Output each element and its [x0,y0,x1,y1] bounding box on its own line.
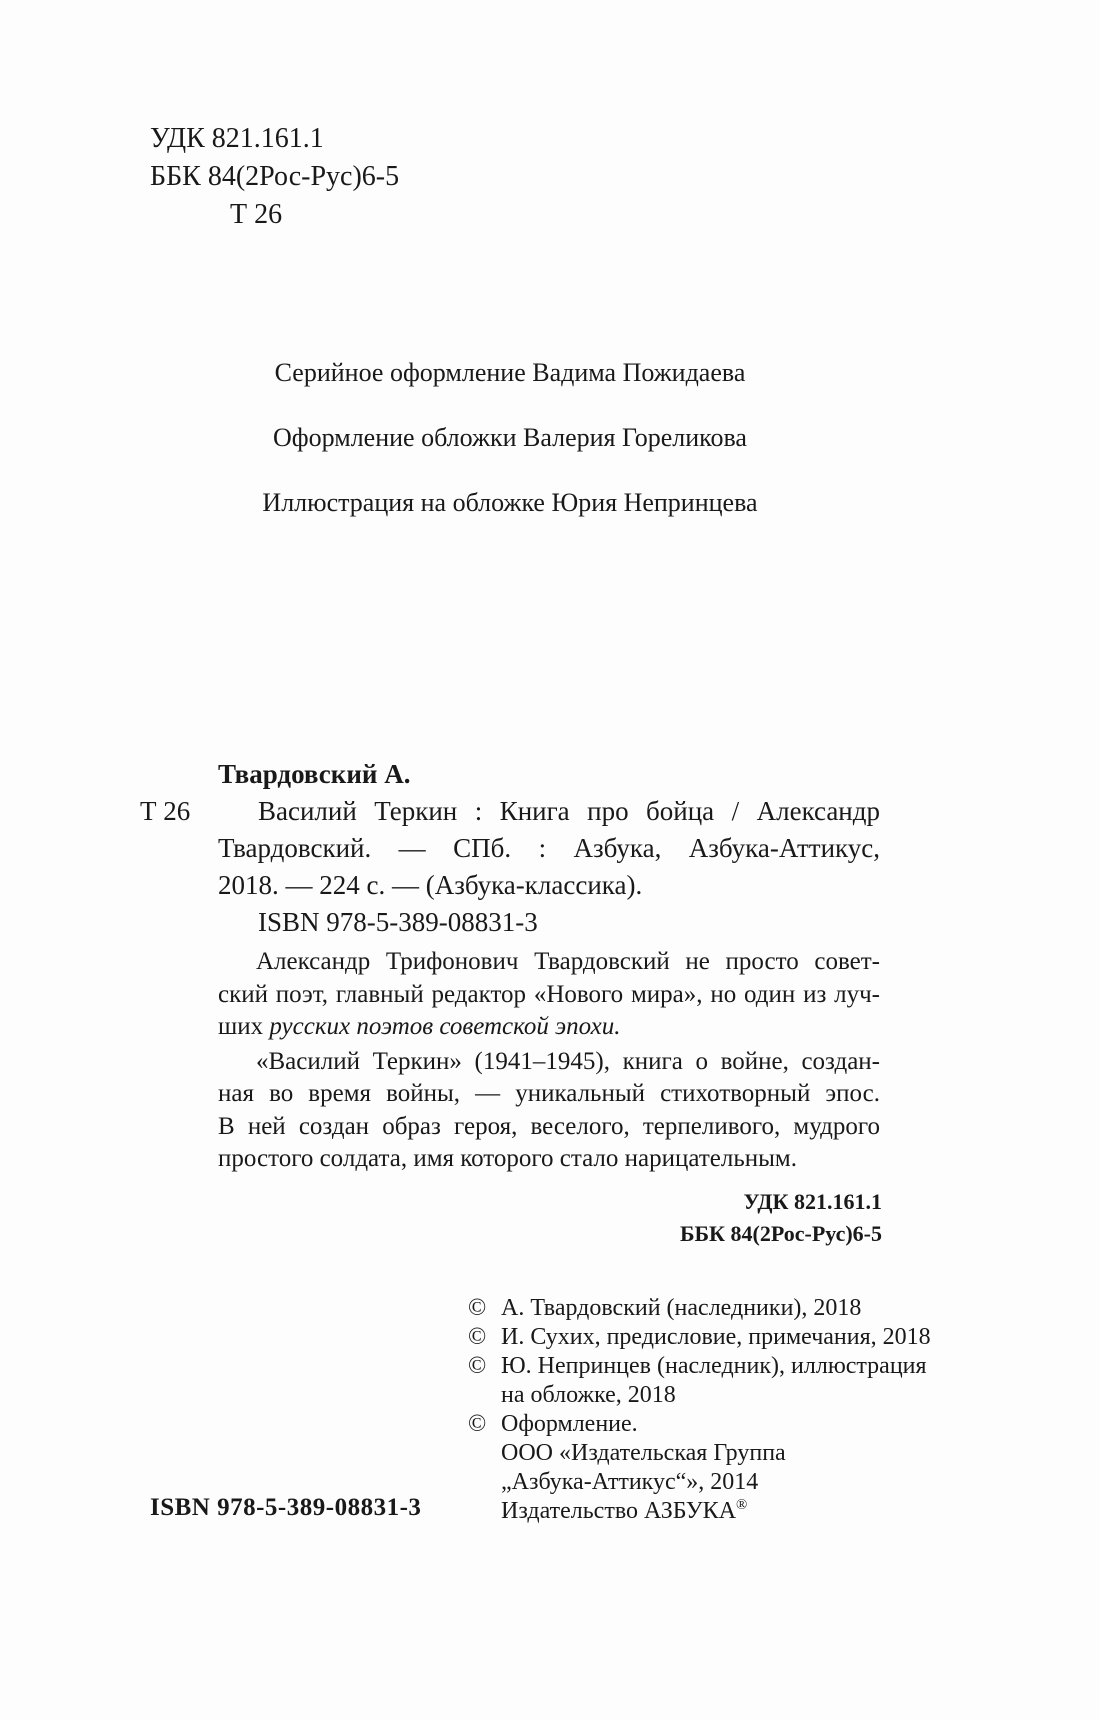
design-credits [140,358,880,553]
series-design-credit: Серийное оформление Вадима Пожидаева [274,358,746,387]
catalog-author: Твардовский А. [218,759,411,789]
copyright-icon [468,1439,501,1468]
udk-code-small: УДК 821.161.1 [743,1189,882,1214]
catalog-title-line: Василий Теркин : Книга про бойца / Александр [258,796,880,826]
copyright-block [468,1294,931,1526]
catalog-isbn: ISBN 978-5-389-08831-3 [258,907,538,937]
catalog-index: Т 26 [140,796,191,826]
annotation-line: ная во время войны, — уникальный стихотворный эпос. [218,1080,880,1107]
copyright-icon: © [468,1411,487,1437]
copyright-icon [468,1497,501,1526]
annotation-line: Александр Трифонович Твардовский не просто совет- [256,948,880,975]
author-sign-index: Т 26 [230,199,283,230]
copyright-line: © Ю. Непринцев (наследник), иллюстрация [468,1353,927,1379]
annotation-line: простого солдата, имя которого стало нарицательным. [218,1145,797,1172]
copyright-line: на обложке, 2018 [468,1381,931,1410]
copyright-icon: © [468,1353,487,1379]
copyright-line [468,1497,931,1526]
annotation-text-italic: русских поэтов советской эпохи. [269,1013,621,1040]
copyright-icon [468,1381,501,1410]
cover-design-credit: Оформление обложки Валерия Гореликова [273,423,747,452]
isbn-bottom: ISBN 978-5-389-08831-3 [150,1494,422,1521]
bbk-code: ББК 84(2Рос-Рус)6-5 [150,161,400,192]
cover-illustration-credit: Иллюстрация на обложке Юрия Непринцева [262,488,758,517]
copyright-icon: © [468,1324,487,1350]
catalog-year-line: 2018. — 224 с. — (Азбука-классика). [218,870,643,900]
copyright-line: ООО «Издательская Группа [468,1439,931,1468]
annotation-line: В ней создан образ героя, веселого, терпеливого, мудрого [218,1112,880,1140]
annotation [218,946,880,1176]
copyright-icon [468,1468,501,1497]
copyright-line: „Азбука-Аттикус“», 2014 [468,1468,931,1497]
annotation-text-plain: ших [218,1013,270,1040]
catalog-card [140,756,880,941]
classification-codes-small [540,1186,882,1250]
catalog-publisher-line: Твардовский. — СПб. : Азбука, Азбука-Аттикус, [218,833,880,863]
annotation-line [218,1011,880,1044]
publisher-name: Издательство АЗБУКА® [501,1497,748,1524]
classification-codes-top [150,120,399,234]
bbk-code-small: ББК 84(2Рос-Рус)6-5 [679,1221,882,1246]
copyright-line: © А. Твардовский (наследники), 2018 [468,1295,862,1321]
copyright-line: © Оформление. [468,1411,638,1437]
registered-trademark-icon: ® [736,1497,748,1513]
annotation-line: ский поэт, главный редактор «Нового мира», но один из луч- [218,980,880,1008]
udk-code: УДК 821.161.1 [150,123,324,154]
copyright-line: © И. Сухих, предисловие, примечания, 2018 [468,1324,931,1350]
copyright-icon: © [468,1295,487,1321]
annotation-line: «Василий Теркин» (1941–1945), книга о войне, создан- [256,1047,880,1075]
